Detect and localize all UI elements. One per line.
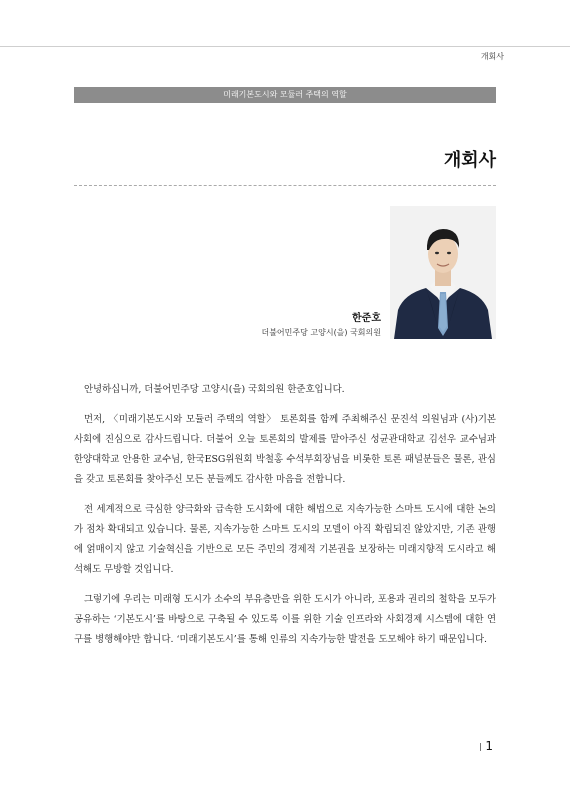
paragraph-conclusion: 그렇기에 우리는 미래형 도시가 소수의 부유층만을 위한 도시가 아니라, 포용과 권리의 철학을 모두가 공유하는 ‘기본도시’를 바탕으로 구축될 수 있도록 이를 위한 기술 인프라와 사회경제 시스템에 대한 연구를 병행해야만 합니다. ‘미래기본도시’를 통해 인류의 지속가능한 발전을 도모해야 하기 때문입니다.	[74, 594, 496, 645]
page-number	[480, 739, 493, 753]
portrait-illustration	[390, 206, 496, 339]
author-portrait	[390, 206, 496, 339]
page-number-divider	[480, 743, 481, 751]
paragraph-context: 전 세계적으로 극심한 양극화와 급속한 도시화에 대한 해법으로 지속가능한 스마트 도시에 대한 논의가 점차 확대되고 있습니다. 물론, 지속가능한 스마트 도시의 모델이 아직 확립되진 않았지만, 기존 관행에 얽매이지 않고 기술혁신을 기반으로 모든 주민의 경제적 기본권을 보장하는 미래지향적 도시라고 해석해도 무방할 것입니다.	[74, 504, 496, 575]
author-affiliation: 더불어민주당 고양시(을) 국회의원	[261, 328, 381, 337]
paragraph-greeting: 안녕하십니까, 더불어민주당 고양시(을) 국회의원 한준호입니다.	[84, 384, 345, 395]
section-title: 개회사	[443, 150, 496, 171]
running-header: 개회사	[480, 52, 504, 61]
author-name: 한준호	[352, 313, 381, 324]
header-rule	[0, 46, 570, 47]
paragraph-thanks: 먼저, 〈미래기본도시와 모듈러 주택의 역할〉 토론회를 함께 주최해주신 문진석 의원님과 (사)기본사회에 진심으로 감사드립니다. 더불어 오늘 토론회의 발제를 맡아주신 성균관대학교 김선우 교수님과 한양대학교 안용한 교수님, 한국ESG위원회 박철홍 수석부회장님을 비롯한 토론 패널분들은 물론, 관심을 갖고 토론회를 찾아주신 모든 분들께도 감사한 마음을 전합니다.	[74, 414, 496, 485]
title-divider	[74, 185, 496, 186]
document-banner: 미래기본도시와 모듈러 주택의 역할	[74, 87, 496, 103]
body-text	[74, 380, 496, 660]
page-number-value: 1	[485, 739, 493, 753]
